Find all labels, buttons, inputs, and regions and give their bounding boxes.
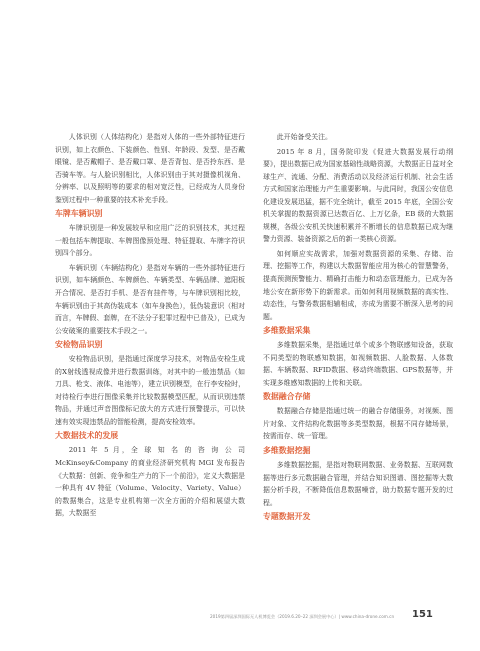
- paragraph: 此开始备受关注。: [276, 133, 332, 141]
- section-heading: 车牌车辆识别: [55, 209, 103, 219]
- section-heading: 数据融合存储: [263, 392, 311, 402]
- section-heading: 安检物品识别: [55, 340, 103, 350]
- paragraph: 多维数据挖掘，是指对物联网数据、业务数据、互联网数据等进行多元数据融合管理，并结合知识图谱、图挖掘等大数据分析手段，不断降低信息数据噪音，助力数据专题开发的过程。: [263, 461, 453, 507]
- page-number: 151: [412, 609, 433, 620]
- section-heading: 多维数据挖掘: [263, 446, 311, 456]
- paragraph: 2011 年 5 月，全 球 知 名 的 咨 询 公 司 McKinsey&Company 的商业经济研究机构 MGI 发布报告《大数据：创新、竞争和生产力的下一个前沿》，定义大数据是一种具有 4V 特征（Volume、Velocity、Variety、Value）的数据集合，这是专业机构第一次全方面的介绍和展望大数据，大数据至: [55, 446, 245, 518]
- paragraph: 数据融合存储是指通过统一的融合存储服务，对视频、图片对象、文件结构化数据等多类型数据，根据不同存储场景，按需而存、统一管理。: [263, 407, 453, 441]
- right-text-column: [263, 131, 453, 525]
- section-heading: 多维数据采集: [263, 326, 311, 336]
- paragraph: 人体识别（人体结构化）是指对人体的一些外部特征进行识别，如上衣颜色、下装颜色、性别、年龄段、发型、是否戴眼镜、是否戴帽子、是否戴口罩、是否背包、是否拎东西、是否骑车等。与人脸识别相比，人体识别由于其对摄像机视角、分辨率、以及照明等的要求的相对宽泛性，已经成为人员身份鉴别过程中一种重要的技术补充手段。: [55, 133, 245, 204]
- paragraph: 多维数据采集，是指通过单个或多个物联感知设备，获取不同类型的物联感知数据，如视频数据、人脸数据、人体数据、车辆数据、RFID数据、移动终端数据、GPS数据等，并实现多维感知数据的上传和关联。: [263, 341, 453, 387]
- left-text-column: [55, 131, 245, 522]
- paragraph: 2015 年 8 月，国务院印发《促进大数据发展行动纲要》，提出数据已成为国家基础性战略资源，大数据正日益对全球生产、流通、分配、消费活动以及经济运行机制、社会生活方式和国家治理能力产生重要影响。与此同时，我国公安信息化建设发展迅猛，据不完全统计，截至 2015 年底，全国公安机关掌握的数据资源已达数百亿、上万亿条，EB 级的大数据规模，各级公安机关快速积累并不断增长的信息数据已成为继警力资源、装备资源之后的新一类核心资源。: [263, 147, 453, 244]
- paragraph: 如何顺应实战需求，加强对数据资源的采集、存储、治理、挖掘等工作，构建以大数据智能应用为核心的智慧警务，提高预测预警能力、精确打击能力和动态管理能力，已成为各地公安在新形势下的新需求。而如何利用视频数据的高实性、动态性，与警务数据相辅相成，亦成为需要不断深入思考的问题。: [263, 249, 453, 321]
- section-heading: 大数据技术的发展: [55, 431, 119, 441]
- section-heading: 专题数据开发: [263, 512, 311, 522]
- paragraph: 安检物品识别，是指通过深度学习技术，对物品安检生成的X射线透视成像并进行数据训练，对其中的一般违禁品（如刀具、枪支、液体、电池等），建立识别模型，在行李安检时，对待检行李进行图像采集并比较数据模型匹配，从而识别违禁物品，并通过声音图像标记放大的方式进行预警提示，可以快速有效实现违禁品的智能检测，提高安检效率。: [55, 355, 245, 426]
- paragraph: 车辆识别（车辆结构化）是指对车辆的一些外部特征进行识别，如车辆颜色、车牌颜色、车辆类型、车辆品牌、遮阳板开合情况、是否打手机、是否有挂件等，与车牌识别相比较，车辆识别由于其高伪装成本（如车身换色），低伪装意识（相对而言，车牌假、套牌，在不法分子犯罪过程中已普及），已成为公安破案的重要技术手段之一。: [55, 263, 245, 335]
- paragraph: 车牌识别是一种发展较早和应用广泛的识别技术，其过程一般包括车牌提取、车牌图像预处理、特征提取、车牌字符识别四个部分。: [55, 224, 245, 258]
- page-footer: 2019第四届深圳国际无人机博览会（2019.6.20–22 深圳会展中心）| www.china-drone.com.cn: [210, 614, 395, 619]
